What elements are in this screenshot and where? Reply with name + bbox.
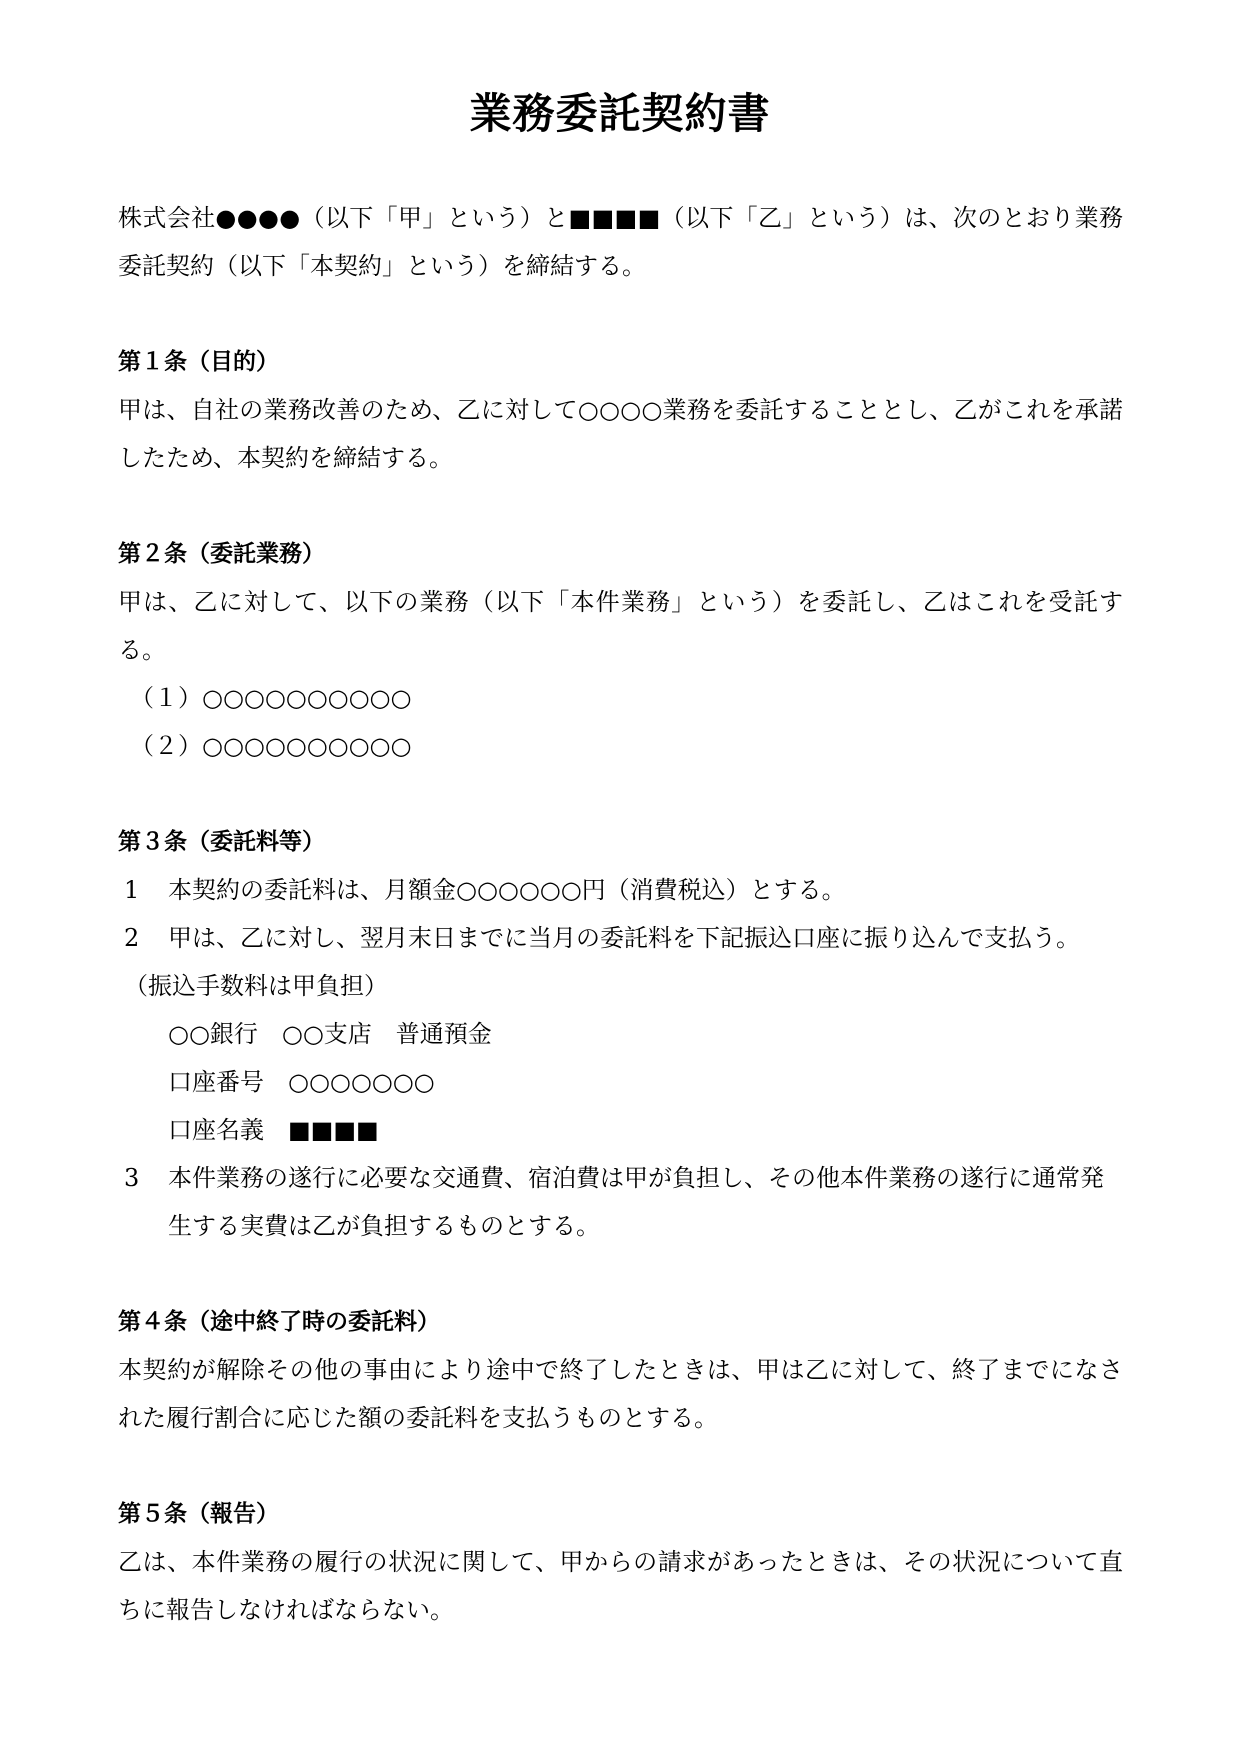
- article-4: [118, 1298, 1123, 1442]
- article-5-text: 乙は、本件業務の履行の状況に関して、甲からの請求があったときは、その状況について直ちに報告しなければならない。: [118, 1548, 1124, 1624]
- article-3: [118, 818, 1123, 1250]
- article-3-clause-2: [118, 914, 1123, 962]
- clause-text: 甲は、乙に対し、翌月末日までに当月の委託料を下記振込口座に振り込んで支払う。: [168, 924, 1080, 952]
- article-4-text: 本契約が解除その他の事由により途中で終了したときは、甲は乙に対して、終了までになされた履行割合に応じた額の委託料を支払うものとする。: [118, 1356, 1123, 1432]
- article-5: [118, 1490, 1123, 1634]
- article-3-heading: 第３条（委託料等）: [118, 829, 325, 855]
- bank-account-holder-line: 口座名義 ■■■■: [168, 1116, 379, 1144]
- article-3-clause-1: [118, 866, 1123, 914]
- article-2-text: 甲は、乙に対して、以下の業務（以下「本件業務」という）を委託し、乙はこれを受託する。: [118, 588, 1123, 664]
- article-1: [118, 338, 1123, 482]
- article-2-item-1: （１）○○○○○○○○○○: [130, 684, 412, 712]
- article-1-heading: 第１条（目的）: [118, 349, 279, 375]
- article-5-heading: 第５条（報告）: [118, 1501, 279, 1527]
- article-2: [118, 530, 1123, 770]
- document-body: [118, 194, 1123, 1634]
- transfer-fee-note: （振込手数料は甲負担）: [124, 972, 388, 1000]
- document-title: 業務委託契約書: [469, 89, 771, 138]
- preamble: 株式会社●●●●（以下「甲」という）と■■■■（以下「乙」という）は、次のとおり業務委託契約（以下「本契約」という）を締結する。: [118, 204, 1123, 280]
- clause-number: 3: [124, 1164, 140, 1192]
- clause-text: 本契約の委託料は、月額金○○○○○○円（消費税込）とする。: [168, 876, 846, 904]
- article-2-heading: 第２条（委託業務）: [118, 541, 325, 567]
- bank-branch-line: ○○銀行 ○○支店 普通預金: [168, 1020, 492, 1048]
- clause-number: 2: [124, 924, 140, 952]
- article-3-clause-3: [118, 1154, 1123, 1250]
- clause-number: 1: [124, 876, 140, 904]
- article-2-item-2: （２）○○○○○○○○○○: [130, 732, 412, 760]
- clause-text: 本件業務の遂行に必要な交通費、宿泊費は甲が負担し、その他本件業務の遂行に通常発生する実費は乙が負担するものとする。: [168, 1164, 1104, 1240]
- article-4-heading: 第４条（途中終了時の委託料）: [118, 1309, 440, 1335]
- bank-account-number-line: 口座番号 ○○○○○○○: [168, 1068, 435, 1096]
- article-1-text: 甲は、自社の業務改善のため、乙に対して○○○○業務を委託することとし、乙がこれを承諾したため、本契約を締結する。: [118, 396, 1123, 472]
